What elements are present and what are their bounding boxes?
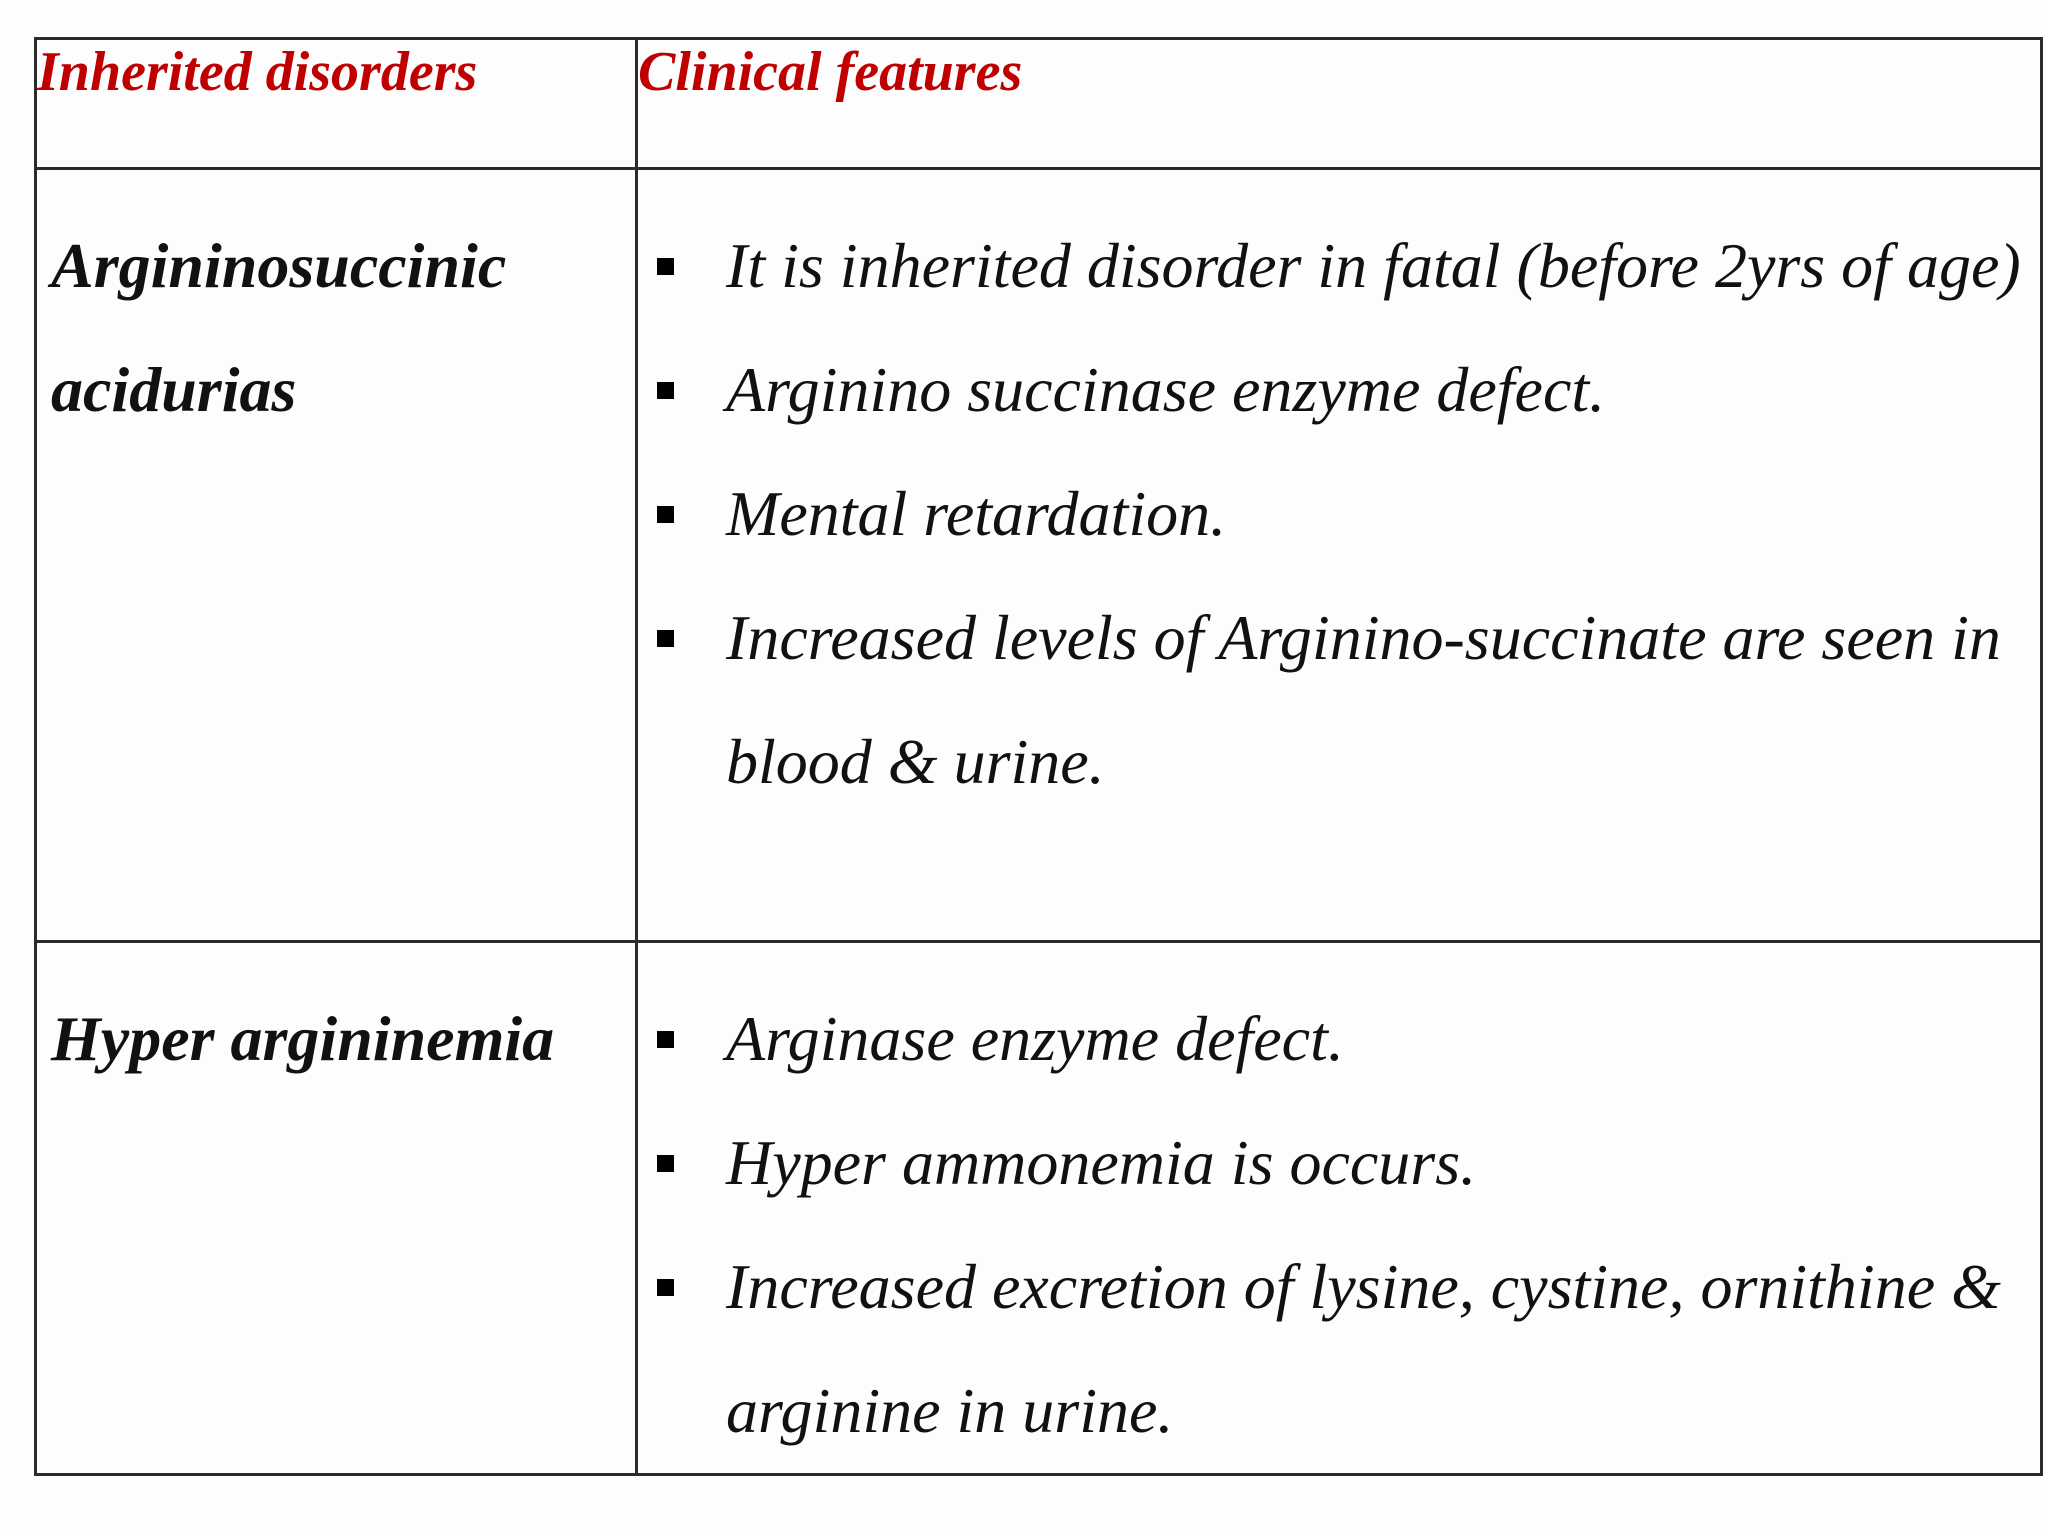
disorder-name-cell [36,169,637,942]
disorder-name-line: Argininosuccinic [51,230,507,301]
feature-text: Mental retardation. [726,478,1227,549]
feature-item [638,977,2024,1101]
clinical-features-cell [637,942,2042,1475]
square-bullet-icon [657,1031,674,1048]
feature-item [638,576,2024,824]
feature-text: Hyper ammonemia is occurs. [726,1127,1477,1198]
table-row [36,942,2042,1475]
header-inherited-disorders: Inherited disorders [36,39,637,169]
features-list [638,943,2040,1473]
table-row [36,169,2042,942]
feature-item [638,1101,2024,1225]
feature-text: Increased levels of Arginino-succinate are seen in blood & urine. [726,602,2001,797]
square-bullet-icon [657,258,674,275]
feature-text: It is inherited disorder in fatal (before 2yrs of age) [726,230,2021,301]
feature-item [638,452,2024,576]
square-bullet-icon [657,506,674,523]
square-bullet-icon [657,382,674,399]
feature-item [638,1225,2024,1473]
square-bullet-icon [657,1279,674,1296]
disorder-name-line: acidurias [51,354,297,425]
disorders-table [34,37,2043,1476]
features-list [638,170,2040,824]
clinical-features-cell [637,169,2042,942]
header-clinical-features: Clinical features [637,39,2042,169]
disorder-name-line: Hyper argininemia [51,1003,555,1074]
feature-text: Arginino succinase enzyme defect. [726,354,1606,425]
square-bullet-icon [657,630,674,647]
feature-item [638,328,2024,452]
feature-text: Arginase enzyme defect. [726,1003,1344,1074]
feature-text: Increased excretion of lysine, cystine, ornithine & arginine in urine. [726,1251,2001,1446]
table-header-row [36,39,2042,169]
disorder-name-cell [36,942,637,1475]
feature-item [638,204,2024,328]
square-bullet-icon [657,1155,674,1172]
